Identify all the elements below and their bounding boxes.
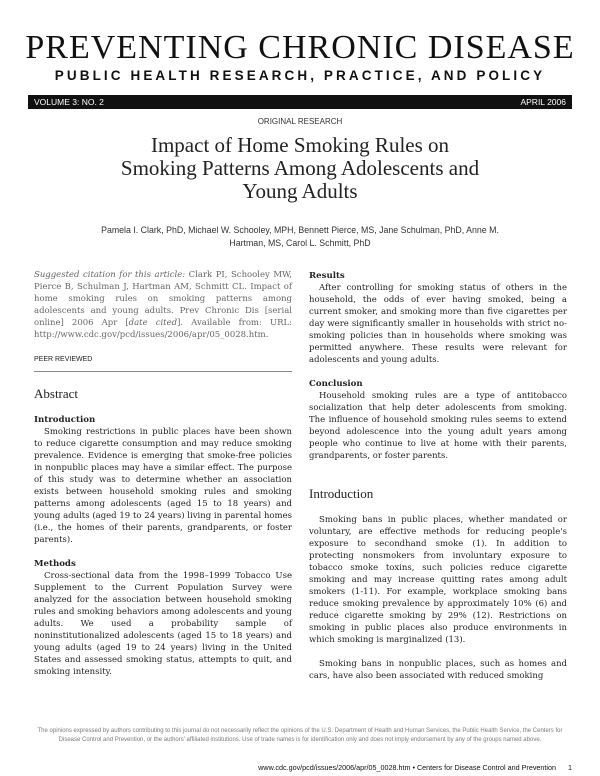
title-line: Young Adults (242, 179, 358, 203)
abstract-conclusion-heading: Conclusion (309, 379, 363, 389)
page-number: 1 (568, 763, 572, 772)
author-list (70, 224, 530, 249)
abstract-introduction-heading: Introduction (34, 415, 96, 425)
abstract-methods-heading: Methods (34, 559, 76, 569)
citation-text: Clark PI, Schooley MW, Pierce B, Schulman J, Hartman AM, Schmitt CL. Impact of home smoking rules on smoking patterns among adolescents and young adults. Prev Chronic Dis [serial online] 2006 Apr [ (34, 270, 292, 328)
author-line: Pamela I. Clark, PhD, Michael W. Schooley, MPH, Bennett Pierce, MS, Jane Schulman, PhD, Anne M. (101, 225, 499, 235)
introduction-paragraph: Smoking bans in nonpublic places, such as homes and cars, have also been associated with reduced smoking (309, 659, 567, 681)
peer-reviewed-label: PEER REVIEWED (34, 356, 93, 363)
title-line: Impact of Home Smoking Rules on (150, 133, 450, 157)
article-title (60, 134, 540, 203)
section-label: ORIGINAL RESEARCH (257, 117, 343, 126)
divider (34, 371, 292, 372)
journal-subtitle: PUBLIC HEALTH RESEARCH, PRACTICE, AND POLICY (54, 68, 546, 83)
volume-label: VOLUME 3: NO. 2 (34, 97, 104, 107)
left-column (34, 269, 292, 678)
journal-title: PREVENTING CHRONIC DISEASE (25, 29, 575, 66)
abstract-heading: Abstract (34, 386, 79, 401)
disclaimer: The opinions expressed by authors contributing to this journal do not necessarily reflect the opinions of the U.S. Department of Health and Human Services, the Public Health Service, the Centers for Disease Control and Prevention, or the authors' affiliated institutions. Use of trade names is for identification only and does not imply endorsement by any of the groups named above. (37, 728, 563, 743)
introduction-heading: Introduction (309, 486, 374, 501)
suggested-citation (34, 269, 292, 341)
abstract-results-heading: Results (309, 271, 345, 281)
author-line: Hartman, MS, Carol L. Schmitt, PhD (229, 237, 371, 248)
footer-url[interactable]: www.cdc.gov/pcd/issues/2006/apr/05_0028.htm • Centers for Disease Control and Prevention (258, 763, 556, 772)
citation-date-cited: date cited (128, 318, 178, 328)
abstract-conclusion-text: Household smoking rules are a type of antitobacco socialization that help deter adolescents from smoking. The influence of household smoking rules seems to extend beyond adolescence into the young adult years among people who continue to live at home with their parents, grandparents, or foster parents. (309, 391, 567, 461)
title-line: Smoking Patterns Among Adolescents and (120, 156, 480, 180)
issue-date: APRIL 2006 (520, 97, 566, 107)
right-column (309, 270, 567, 682)
abstract-results-text: After controlling for smoking status of others in the household, the odds of ever having smoked, being a current smoker, and smoking more than five cigarettes per day were significantly smaller in households with strict no-smoking policies than in households where smoking was permitted anywhere. These results were relevant for adolescents and young adults. (309, 283, 567, 365)
introduction-paragraph: Smoking bans in public places, whether mandated or voluntary, are effective methods for reducing people's exposure to secondhand smoke (1). In addition to protecting nonsmokers from involuntary exposure to tobacco smoke toxins, such policies reduce cigarette smoking and may increase quitting rates among adult smokers (1-11). For example, workplace smoking bans reduce smoking prevalence by approximately 10% (6) and reduce cigarette smoking by 29% (12). Restrictions on smoking in public places also produce environments in which smoking is marginalized (13). (309, 515, 567, 645)
abstract-introduction-text: Smoking restrictions in public places have been shown to reduce cigarette consumption and may reduce smoking prevalence. Evidence is emerging that smoke-free policies in nonpublic places may have a similar effect. The purpose of this study was to determine whether an association exists between household smoking rules and smoking patterns among adolescents (aged 15 to 18 years) and young adults (aged 19 to 24 years) living in parental homes (i.e., the homes of their parents, grandparents, or foster parents). (34, 427, 292, 545)
citation-url-text[interactable]: ]. Available from: URL: http://www.cdc.gov/pcd/issues/2006/apr/05_0028.htm. (34, 318, 293, 340)
footer (258, 763, 572, 772)
volume-bar (28, 95, 572, 109)
citation-label: Suggested citation for this article: (34, 270, 186, 280)
abstract-methods-text: Cross-sectional data from the 1998–1999 Tobacco Use Supplement to the Current Population Survey were analyzed for the association between household smoking rules and smoking behaviors among adolescents and young adults. We used a probability sample of noninstitutionalized adolescents (aged 15 to 18 years) and young adults (aged 19 to 24 years) living in the United States and assessed smoking status, attempts to quit, and smoking intensity. (34, 571, 292, 677)
